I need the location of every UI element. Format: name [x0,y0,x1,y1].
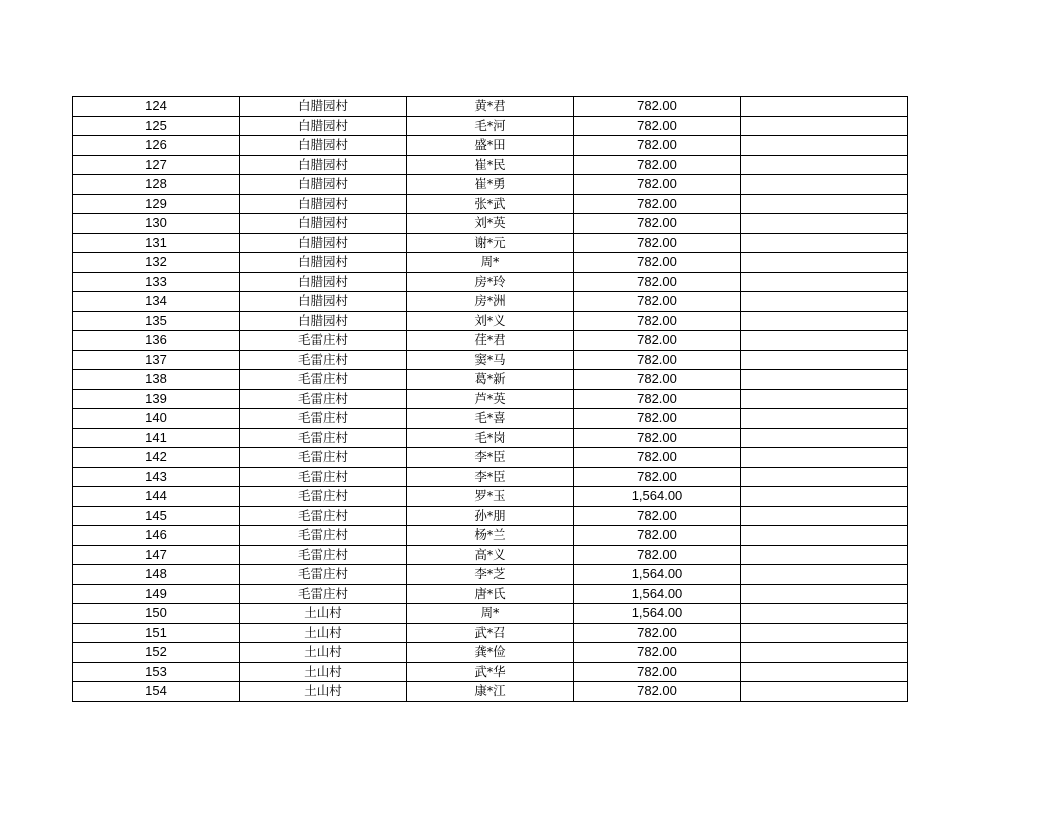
amount-cell: 782.00 [574,292,741,312]
name-cell: 周* [407,253,574,273]
name-cell: 龚*俭 [407,643,574,663]
amount-cell: 782.00 [574,272,741,292]
village-cell: 白腊园村 [240,253,407,273]
row-number-cell: 146 [73,526,240,546]
amount-cell: 782.00 [574,623,741,643]
note-cell [741,526,908,546]
note-cell [741,311,908,331]
row-number-cell: 151 [73,623,240,643]
name-cell: 毛*河 [407,116,574,136]
table-row [73,136,908,156]
name-cell: 张*武 [407,194,574,214]
village-cell: 土山村 [240,604,407,624]
note-cell [741,409,908,429]
row-number-cell: 125 [73,116,240,136]
note-cell [741,545,908,565]
name-cell: 毛*岗 [407,428,574,448]
name-cell: 盛*田 [407,136,574,156]
note-cell [741,253,908,273]
amount-cell: 1,564.00 [574,604,741,624]
amount-cell: 782.00 [574,214,741,234]
note-cell [741,350,908,370]
note-cell [741,643,908,663]
note-cell [741,136,908,156]
amount-cell: 782.00 [574,409,741,429]
village-cell: 白腊园村 [240,116,407,136]
row-number-cell: 130 [73,214,240,234]
note-cell [741,214,908,234]
table-row [73,292,908,312]
table-row [73,448,908,468]
note-cell [741,233,908,253]
amount-cell: 782.00 [574,331,741,351]
row-number-cell: 129 [73,194,240,214]
note-cell [741,467,908,487]
row-number-cell: 141 [73,428,240,448]
village-cell: 毛雷庄村 [240,545,407,565]
amount-cell: 782.00 [574,643,741,663]
amount-cell: 782.00 [574,428,741,448]
row-number-cell: 144 [73,487,240,507]
row-number-cell: 135 [73,311,240,331]
table-row [73,643,908,663]
name-cell: 房*洲 [407,292,574,312]
amount-cell: 782.00 [574,97,741,117]
village-cell: 白腊园村 [240,311,407,331]
name-cell: 窦*马 [407,350,574,370]
table-row [73,682,908,702]
name-cell: 李*芝 [407,565,574,585]
table-row [73,604,908,624]
table-row [73,350,908,370]
note-cell [741,97,908,117]
village-cell: 白腊园村 [240,272,407,292]
name-cell: 李*臣 [407,448,574,468]
note-cell [741,428,908,448]
village-cell: 土山村 [240,643,407,663]
amount-cell: 782.00 [574,506,741,526]
table-row [73,370,908,390]
amount-cell: 782.00 [574,175,741,195]
table-row [73,155,908,175]
amount-cell: 1,564.00 [574,565,741,585]
amount-cell: 782.00 [574,370,741,390]
row-number-cell: 133 [73,272,240,292]
note-cell [741,584,908,604]
row-number-cell: 139 [73,389,240,409]
village-cell: 白腊园村 [240,194,407,214]
village-cell: 毛雷庄村 [240,448,407,468]
row-number-cell: 149 [73,584,240,604]
amount-cell: 782.00 [574,233,741,253]
name-cell: 唐*氏 [407,584,574,604]
village-cell: 毛雷庄村 [240,487,407,507]
village-cell: 白腊园村 [240,97,407,117]
village-cell: 白腊园村 [240,233,407,253]
row-number-cell: 154 [73,682,240,702]
name-cell: 康*江 [407,682,574,702]
row-number-cell: 153 [73,662,240,682]
name-cell: 黄*君 [407,97,574,117]
table-row [73,175,908,195]
table-row [73,428,908,448]
name-cell: 刘*义 [407,311,574,331]
table-row [73,506,908,526]
note-cell [741,389,908,409]
row-number-cell: 138 [73,370,240,390]
table-row [73,331,908,351]
name-cell: 崔*勇 [407,175,574,195]
note-cell [741,506,908,526]
village-cell: 土山村 [240,682,407,702]
village-cell: 毛雷庄村 [240,428,407,448]
table-row [73,214,908,234]
name-cell: 芦*英 [407,389,574,409]
table-row [73,623,908,643]
village-cell: 白腊园村 [240,292,407,312]
row-number-cell: 150 [73,604,240,624]
amount-cell: 782.00 [574,350,741,370]
table-body [73,97,908,702]
row-number-cell: 132 [73,253,240,273]
table-row [73,467,908,487]
table-row [73,253,908,273]
table-row [73,272,908,292]
amount-cell: 782.00 [574,662,741,682]
table-row [73,389,908,409]
row-number-cell: 137 [73,350,240,370]
amount-cell: 782.00 [574,448,741,468]
name-cell: 武*召 [407,623,574,643]
name-cell: 刘*英 [407,214,574,234]
name-cell: 武*华 [407,662,574,682]
amount-cell: 782.00 [574,389,741,409]
table-row [73,233,908,253]
row-number-cell: 145 [73,506,240,526]
data-table [72,96,908,702]
village-cell: 白腊园村 [240,175,407,195]
village-cell: 毛雷庄村 [240,350,407,370]
note-cell [741,370,908,390]
name-cell: 罗*玉 [407,487,574,507]
name-cell: 周* [407,604,574,624]
row-number-cell: 136 [73,331,240,351]
table-row [73,194,908,214]
note-cell [741,623,908,643]
amount-cell: 782.00 [574,116,741,136]
row-number-cell: 131 [73,233,240,253]
name-cell: 谢*元 [407,233,574,253]
village-cell: 毛雷庄村 [240,506,407,526]
note-cell [741,604,908,624]
row-number-cell: 124 [73,97,240,117]
note-cell [741,682,908,702]
village-cell: 白腊园村 [240,214,407,234]
table-row [73,662,908,682]
amount-cell: 782.00 [574,136,741,156]
name-cell: 李*臣 [407,467,574,487]
table-row [73,116,908,136]
amount-cell: 782.00 [574,545,741,565]
row-number-cell: 127 [73,155,240,175]
table-row [73,97,908,117]
amount-cell: 1,564.00 [574,584,741,604]
table-row [73,487,908,507]
amount-cell: 782.00 [574,194,741,214]
table-row [73,584,908,604]
row-number-cell: 134 [73,292,240,312]
row-number-cell: 142 [73,448,240,468]
table-row [73,409,908,429]
note-cell [741,331,908,351]
amount-cell: 782.00 [574,311,741,331]
amount-cell: 782.00 [574,253,741,273]
name-cell: 杨*兰 [407,526,574,546]
note-cell [741,448,908,468]
village-cell: 土山村 [240,623,407,643]
name-cell: 毛*喜 [407,409,574,429]
row-number-cell: 143 [73,467,240,487]
table-row [73,545,908,565]
village-cell: 白腊园村 [240,155,407,175]
note-cell [741,155,908,175]
note-cell [741,487,908,507]
name-cell: 荏*君 [407,331,574,351]
village-cell: 毛雷庄村 [240,409,407,429]
amount-cell: 782.00 [574,155,741,175]
name-cell: 葛*新 [407,370,574,390]
village-cell: 毛雷庄村 [240,467,407,487]
note-cell [741,565,908,585]
note-cell [741,662,908,682]
name-cell: 房*玲 [407,272,574,292]
name-cell: 高*义 [407,545,574,565]
table-row [73,565,908,585]
row-number-cell: 128 [73,175,240,195]
amount-cell: 782.00 [574,467,741,487]
table-row [73,526,908,546]
village-cell: 毛雷庄村 [240,389,407,409]
row-number-cell: 140 [73,409,240,429]
row-number-cell: 147 [73,545,240,565]
note-cell [741,292,908,312]
name-cell: 崔*民 [407,155,574,175]
table-row [73,311,908,331]
village-cell: 土山村 [240,662,407,682]
amount-cell: 1,564.00 [574,487,741,507]
row-number-cell: 126 [73,136,240,156]
village-cell: 毛雷庄村 [240,526,407,546]
note-cell [741,116,908,136]
village-cell: 毛雷庄村 [240,565,407,585]
village-cell: 毛雷庄村 [240,370,407,390]
note-cell [741,175,908,195]
row-number-cell: 148 [73,565,240,585]
village-cell: 毛雷庄村 [240,331,407,351]
name-cell: 孙*朋 [407,506,574,526]
row-number-cell: 152 [73,643,240,663]
village-cell: 白腊园村 [240,136,407,156]
amount-cell: 782.00 [574,682,741,702]
note-cell [741,194,908,214]
village-cell: 毛雷庄村 [240,584,407,604]
note-cell [741,272,908,292]
amount-cell: 782.00 [574,526,741,546]
